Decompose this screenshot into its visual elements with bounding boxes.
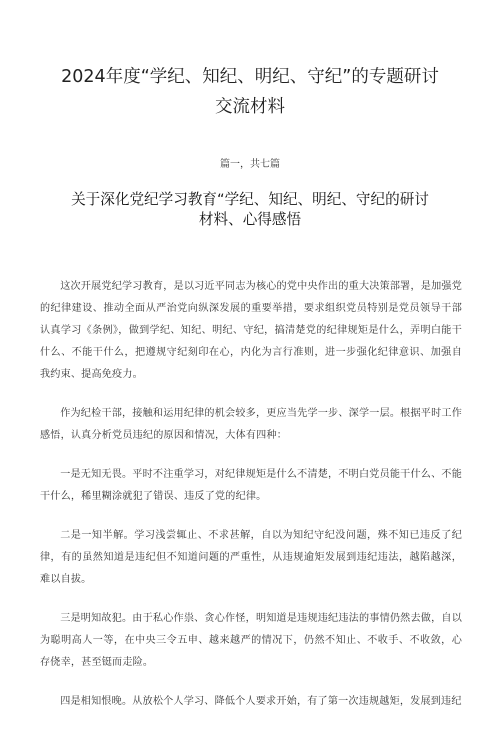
paragraph-reflection: 作为纪检干部，接触和运用纪律的机会较多，更应当先学一步、深学一层。根据平时工作感悟，认真分析党员违纪的原因和情况，大体有四种：: [40, 408, 462, 441]
paragraph-point-4: 四是相知恨晚。从放松个人学习、降低个人要求开始，有了第一次违规越矩，发展到违纪: [60, 696, 462, 707]
document-title-line1: 2024年度“学纪、知纪、明纪、守纪”的专题研讨: [61, 67, 439, 87]
section-title-line1: 关于深化党纪学习教育“学纪、知纪、明纪、守纪的研讨: [71, 191, 429, 208]
section-title-line2: 材料、心得感悟: [198, 211, 302, 228]
document-title-line2: 交流材料: [215, 97, 285, 117]
document-title: [40, 62, 460, 122]
section-title: [60, 190, 440, 230]
paragraph-point-3: 三是明知故犯。由于私心作祟、贪心作怪，明知道是违规违纪违法的事情仍然去做，自以为聪明高人一等，在中央三令五申、越来越严的情况下，仍然不知止、不收手、不收敛，心存侥幸，甚至铤而走险。: [40, 613, 462, 668]
body-text: [40, 276, 462, 730]
paragraph-intro: 这次开展党纪学习教育，是以习近平同志为核心的党中央作出的重大决策部署，是加强党的纪律建设、推动全面从严治党向纵深发展的重要举措，要求组织党员特别是党员领导干部认真学习《条例》，做到学纪、知纪、明纪、守纪，搞清楚党的纪律规矩是什么，弄明白能干什么、不能干什么，把遵规守纪刻印在心，内化为言行准则，进一步强化纪律意识、加强自我约束、提高免疫力。: [40, 281, 462, 380]
paragraph-point-1: 一是无知无畏。平时不注重学习，对纪律规矩是什么不清楚，不明白党员能干什么、不能干什么，稀里糊涂就犯了错误、违反了党的纪律。: [40, 469, 462, 502]
chapter-label: 篇一，共七篇: [220, 159, 280, 170]
paragraph-point-2: 二是一知半解。学习浅尝辄止、不求甚解，自以为知纪守纪没问题，殊不知已违反了纪律，有的虽然知道是违纪但不知道问题的严重性，从违规逾矩发展到违纪违法，越陷越深，难以自拔。: [40, 530, 462, 585]
